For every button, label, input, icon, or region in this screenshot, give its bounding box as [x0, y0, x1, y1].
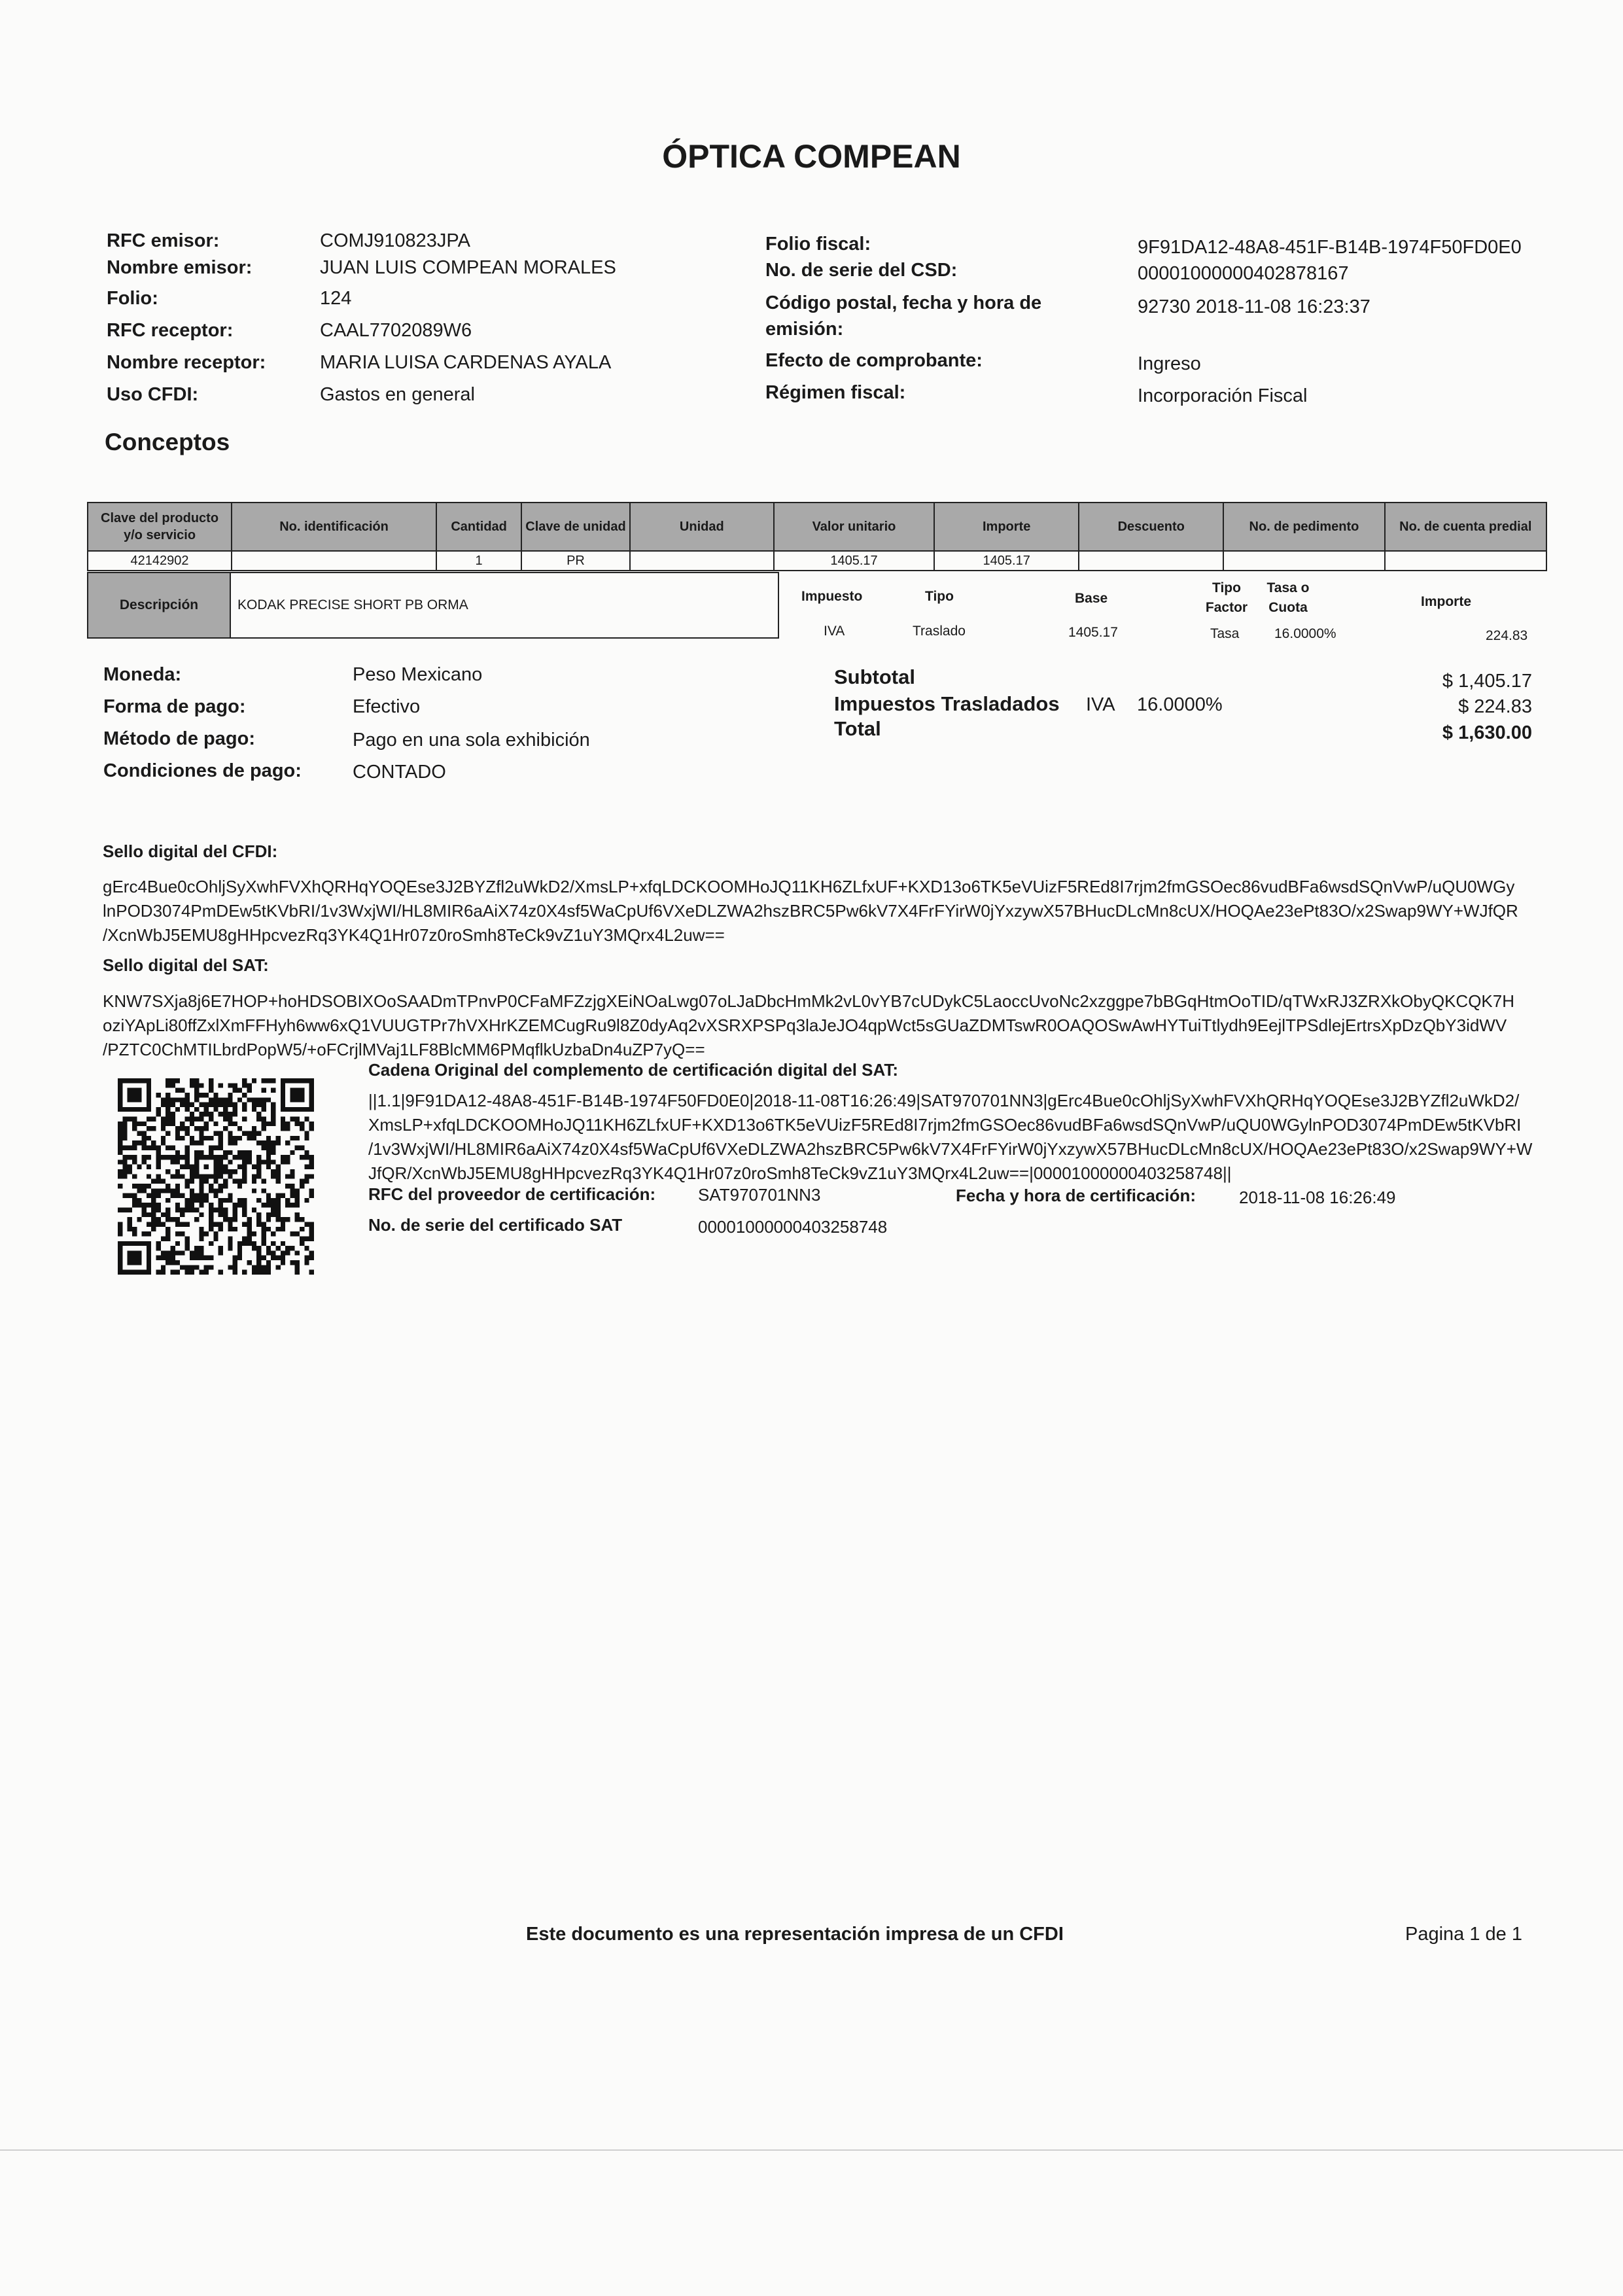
cell-no-identificacion: [232, 551, 436, 571]
page-number: Pagina 1 de 1: [1405, 1924, 1522, 1945]
serie-certificado-sat-value: 00001000000403258748: [698, 1217, 888, 1237]
tax-cell-tipo-factor: Tasa: [1210, 626, 1240, 641]
impuestos-tipo: IVA: [1086, 694, 1115, 715]
tax-header-base: Base: [1075, 591, 1108, 606]
cadena-line: JfQR/XcnWbJ5EMU8gHHpcvezRq3YK4Q1Hr07z0roSmh8TeCk9vZ1uY3MQrx4L2uw==|00001000000403258748||: [368, 1163, 1232, 1183]
serie-csd-label: No. de serie del CSD:: [765, 260, 958, 281]
fecha-certificacion-label: Fecha y hora de certificación:: [956, 1186, 1196, 1205]
serie-csd-value: 00001000000402878167: [1138, 263, 1349, 284]
tax-header-tipo-factor-2: Factor: [1205, 600, 1248, 615]
folio-label: Folio:: [107, 288, 158, 309]
nombre-emisor-label: Nombre emisor:: [107, 257, 253, 278]
rfc-emisor-value: COMJ910823JPA: [320, 230, 470, 251]
sello-cfdi-line: lnPOD3074PmDEw5tKVbRI/1v3WxjWI/HL8MIR6aAiX74z0X4sf5WaCpUf6VXeDLZWA2hszBRC5Pw6kV7X4FrFYirW0jYxzywX57BHucDLcMn8cUX/HOQAe23ePt83O/x2Swap9WY+WJfQR: [103, 901, 1518, 921]
col-descuento: Descuento: [1079, 503, 1223, 551]
document-title: ÓPTICA COMPEAN: [662, 138, 961, 175]
condiciones-pago-value: CONTADO: [353, 762, 446, 783]
rfc-proveedor-label: RFC del proveedor de certificación:: [368, 1184, 656, 1204]
folio-fiscal-label: Folio fiscal:: [765, 234, 871, 255]
forma-pago-value: Efectivo: [353, 696, 421, 717]
cell-descuento: [1079, 551, 1223, 571]
cadena-original-text: [368, 1089, 1565, 1186]
cell-cantidad: 1: [436, 551, 521, 571]
col-clave-producto: Clave del producto y/o servicio: [88, 503, 232, 551]
condiciones-pago-label: Condiciones de pago:: [103, 760, 302, 781]
folio-value: 124: [320, 288, 352, 309]
descripcion-table: [87, 572, 779, 639]
sello-sat-line: oziYApLi80ffZxlXmFFHyh6ww6xQ1VUUGTPr7hVXHrKZEMCugRu9l8Z0dyAq2vXSRXPSPq3laJeJO4qpWct5sGUaZDMTswR0OAQOSwAwHYTuiTtlydh9EejlTPSdlejErtrsXpDzQbY3idWV: [103, 1016, 1507, 1035]
sello-sat-label: Sello digital del SAT:: [103, 955, 269, 975]
cell-valor-unitario: 1405.17: [774, 551, 934, 571]
moneda-value: Peso Mexicano: [353, 664, 483, 685]
moneda-label: Moneda:: [103, 664, 182, 685]
cp-fecha-label-line1: Código postal, fecha y hora de: [765, 292, 1042, 313]
folio-fiscal-value: 9F91DA12-48A8-451F-B14B-1974F50FD0E0: [1138, 237, 1522, 258]
tax-cell-impuesto: IVA: [824, 624, 845, 639]
regimen-value: Incorporación Fiscal: [1138, 385, 1308, 406]
cp-fecha-label-line2: emisión:: [765, 319, 844, 340]
cell-unidad: [630, 551, 774, 571]
total-value: $ 1,630.00: [1442, 722, 1532, 743]
descripcion-value: KODAK PRECISE SHORT PB ORMA: [230, 573, 778, 638]
forma-pago-label: Forma de pago:: [103, 696, 246, 717]
cell-no-pedimento: [1223, 551, 1384, 571]
col-cantidad: Cantidad: [436, 503, 521, 551]
sello-cfdi-line: gErc4Bue0cOhljSyXwhFVXhQRHqYOQEse3J2BYZfl2uWkD2/XmsLP+xfqLDCKOOMHoJQ11KH6ZLfxUF+KXD13o6TK5eVUizF5REd8I7rjm2fmGSOec86vudBFa6wsdSQnVwP/uQU0WGy: [103, 877, 1515, 896]
cell-importe: 1405.17: [934, 551, 1079, 571]
tax-cell-tipo: Traslado: [913, 624, 966, 639]
conceptos-heading: Conceptos: [105, 429, 230, 455]
col-no-identificacion: No. identificación: [232, 503, 436, 551]
cadena-line: XmsLP+xfqLDCKOOMHoJQ11KH6ZLfxUF+KXD13o6TK5eVUizF5REd8I7rjm2fmGSOec86vudBFa6wsdSQnVwP/uQU0WGylnPOD3074PmDEw5tKVbRI: [368, 1115, 1522, 1135]
cell-clave-producto: 42142902: [88, 551, 232, 571]
uso-cfdi-label: Uso CFDI:: [107, 384, 199, 405]
nombre-receptor-label: Nombre receptor:: [107, 352, 266, 373]
footer-note: Este documento es una representación impresa de un CFDI: [526, 1924, 1064, 1945]
regimen-label: Régimen fiscal:: [765, 382, 906, 403]
col-importe: Importe: [934, 503, 1079, 551]
tax-cell-tasa: 16.0000%: [1274, 626, 1336, 641]
tax-cell-importe: 224.83: [1486, 628, 1528, 643]
concept-header-row: [88, 503, 1546, 551]
sello-sat-text: [103, 989, 1548, 1062]
tax-header-tasa-2: Cuota: [1268, 600, 1308, 615]
impuestos-tasa: 16.0000%: [1137, 694, 1223, 715]
sello-cfdi-text: [103, 875, 1548, 947]
impuestos-value: $ 224.83: [1458, 696, 1532, 717]
cell-no-cuenta-predial: [1385, 551, 1546, 571]
cell-clave-unidad: PR: [521, 551, 630, 571]
subtotal-value: $ 1,405.17: [1442, 671, 1532, 692]
sello-cfdi-label: Sello digital del CFDI:: [103, 841, 278, 861]
uso-cfdi-value: Gastos en general: [320, 384, 475, 405]
tax-header-impuesto: Impuesto: [801, 589, 863, 604]
col-valor-unitario: Valor unitario: [774, 503, 934, 551]
metodo-pago-label: Método de pago:: [103, 728, 255, 749]
tax-header-tipo: Tipo: [925, 589, 954, 604]
concept-table: [87, 502, 1547, 571]
rfc-receptor-value: CAAL7702089W6: [320, 320, 472, 341]
table-row: [88, 551, 1546, 571]
sello-sat-line: /PZTC0ChMTILbrdPopW5/+oFCrjlMVaj1LF8BlcMM6PMqflkUzbaDn4uZP7yQ==: [103, 1040, 705, 1059]
rfc-emisor-label: RFC emisor:: [107, 230, 220, 251]
cadena-line: ||1.1|9F91DA12-48A8-451F-B14B-1974F50FD0E0|2018-11-08T16:26:49|SAT970701NN3|gErc4Bue0cOhljSyXwhFVXhQRHqYOQEse3J2BYZfl2uWkD2/: [368, 1091, 1520, 1110]
rfc-receptor-label: RFC receptor:: [107, 320, 234, 341]
sello-sat-line: KNW7SXja8j6E7HOP+hoHDSOBIXOoSAADmTPnvP0CFaMFZzjgXEiNOaLwg07oLJaDbcHmMk2vL0vYB7cUDykC5LaoccUvoNc2xzggpe7bBGqHtmOoTID/qTWxRJ3ZRXkObyQKCQK7H: [103, 991, 1514, 1011]
qr-code: [118, 1078, 314, 1275]
tax-header-tasa-1: Tasa o: [1266, 580, 1310, 595]
col-unidad: Unidad: [630, 503, 774, 551]
col-no-pedimento: No. de pedimento: [1223, 503, 1384, 551]
descripcion-label: Descripción: [88, 573, 230, 638]
nombre-receptor-value: MARIA LUISA CARDENAS AYALA: [320, 352, 612, 373]
tax-header-tipo-factor-1: Tipo: [1212, 580, 1241, 595]
efecto-label: Efecto de comprobante:: [765, 350, 983, 371]
fecha-certificacion-value: 2018-11-08 16:26:49: [1239, 1188, 1396, 1207]
serie-certificado-sat-label: No. de serie del certificado SAT: [368, 1215, 623, 1235]
rfc-proveedor-value: SAT970701NN3: [698, 1185, 821, 1205]
metodo-pago-value: Pago en una sola exhibición: [353, 730, 590, 751]
cp-fecha-value: 92730 2018-11-08 16:23:37: [1138, 296, 1370, 317]
tax-header-importe: Importe: [1421, 594, 1472, 609]
cadena-original-label: Cadena Original del complemento de certificación digital del SAT:: [368, 1060, 899, 1080]
sello-cfdi-line: /XcnWbJ5EMU8gHHpcvezRq3YK4Q1Hr07z0roSmh8TeCk9vZ1uY3MQrx4L2uw==: [103, 925, 725, 945]
page-edge-divider: [0, 2149, 1623, 2151]
tax-cell-base: 1405.17: [1068, 625, 1118, 640]
col-clave-unidad: Clave de unidad: [521, 503, 630, 551]
total-label: Total: [834, 717, 881, 740]
impuestos-trasladados-label: Impuestos Trasladados: [834, 692, 1060, 715]
cadena-line: /1v3WxjWI/HL8MIR6aAiX74z0X4sf5WaCpUf6VXeDLZWA2hszBRC5Pw6kV7X4FrFYirW0jYxzywX57BHucDLcMn8cUX/HOQAe23ePt83O/x2Swap9WY+W: [368, 1139, 1533, 1159]
subtotal-label: Subtotal: [834, 665, 915, 688]
efecto-value: Ingreso: [1138, 353, 1201, 374]
col-no-cuenta-predial: No. de cuenta predial: [1385, 503, 1546, 551]
nombre-emisor-value: JUAN LUIS COMPEAN MORALES: [320, 257, 616, 278]
